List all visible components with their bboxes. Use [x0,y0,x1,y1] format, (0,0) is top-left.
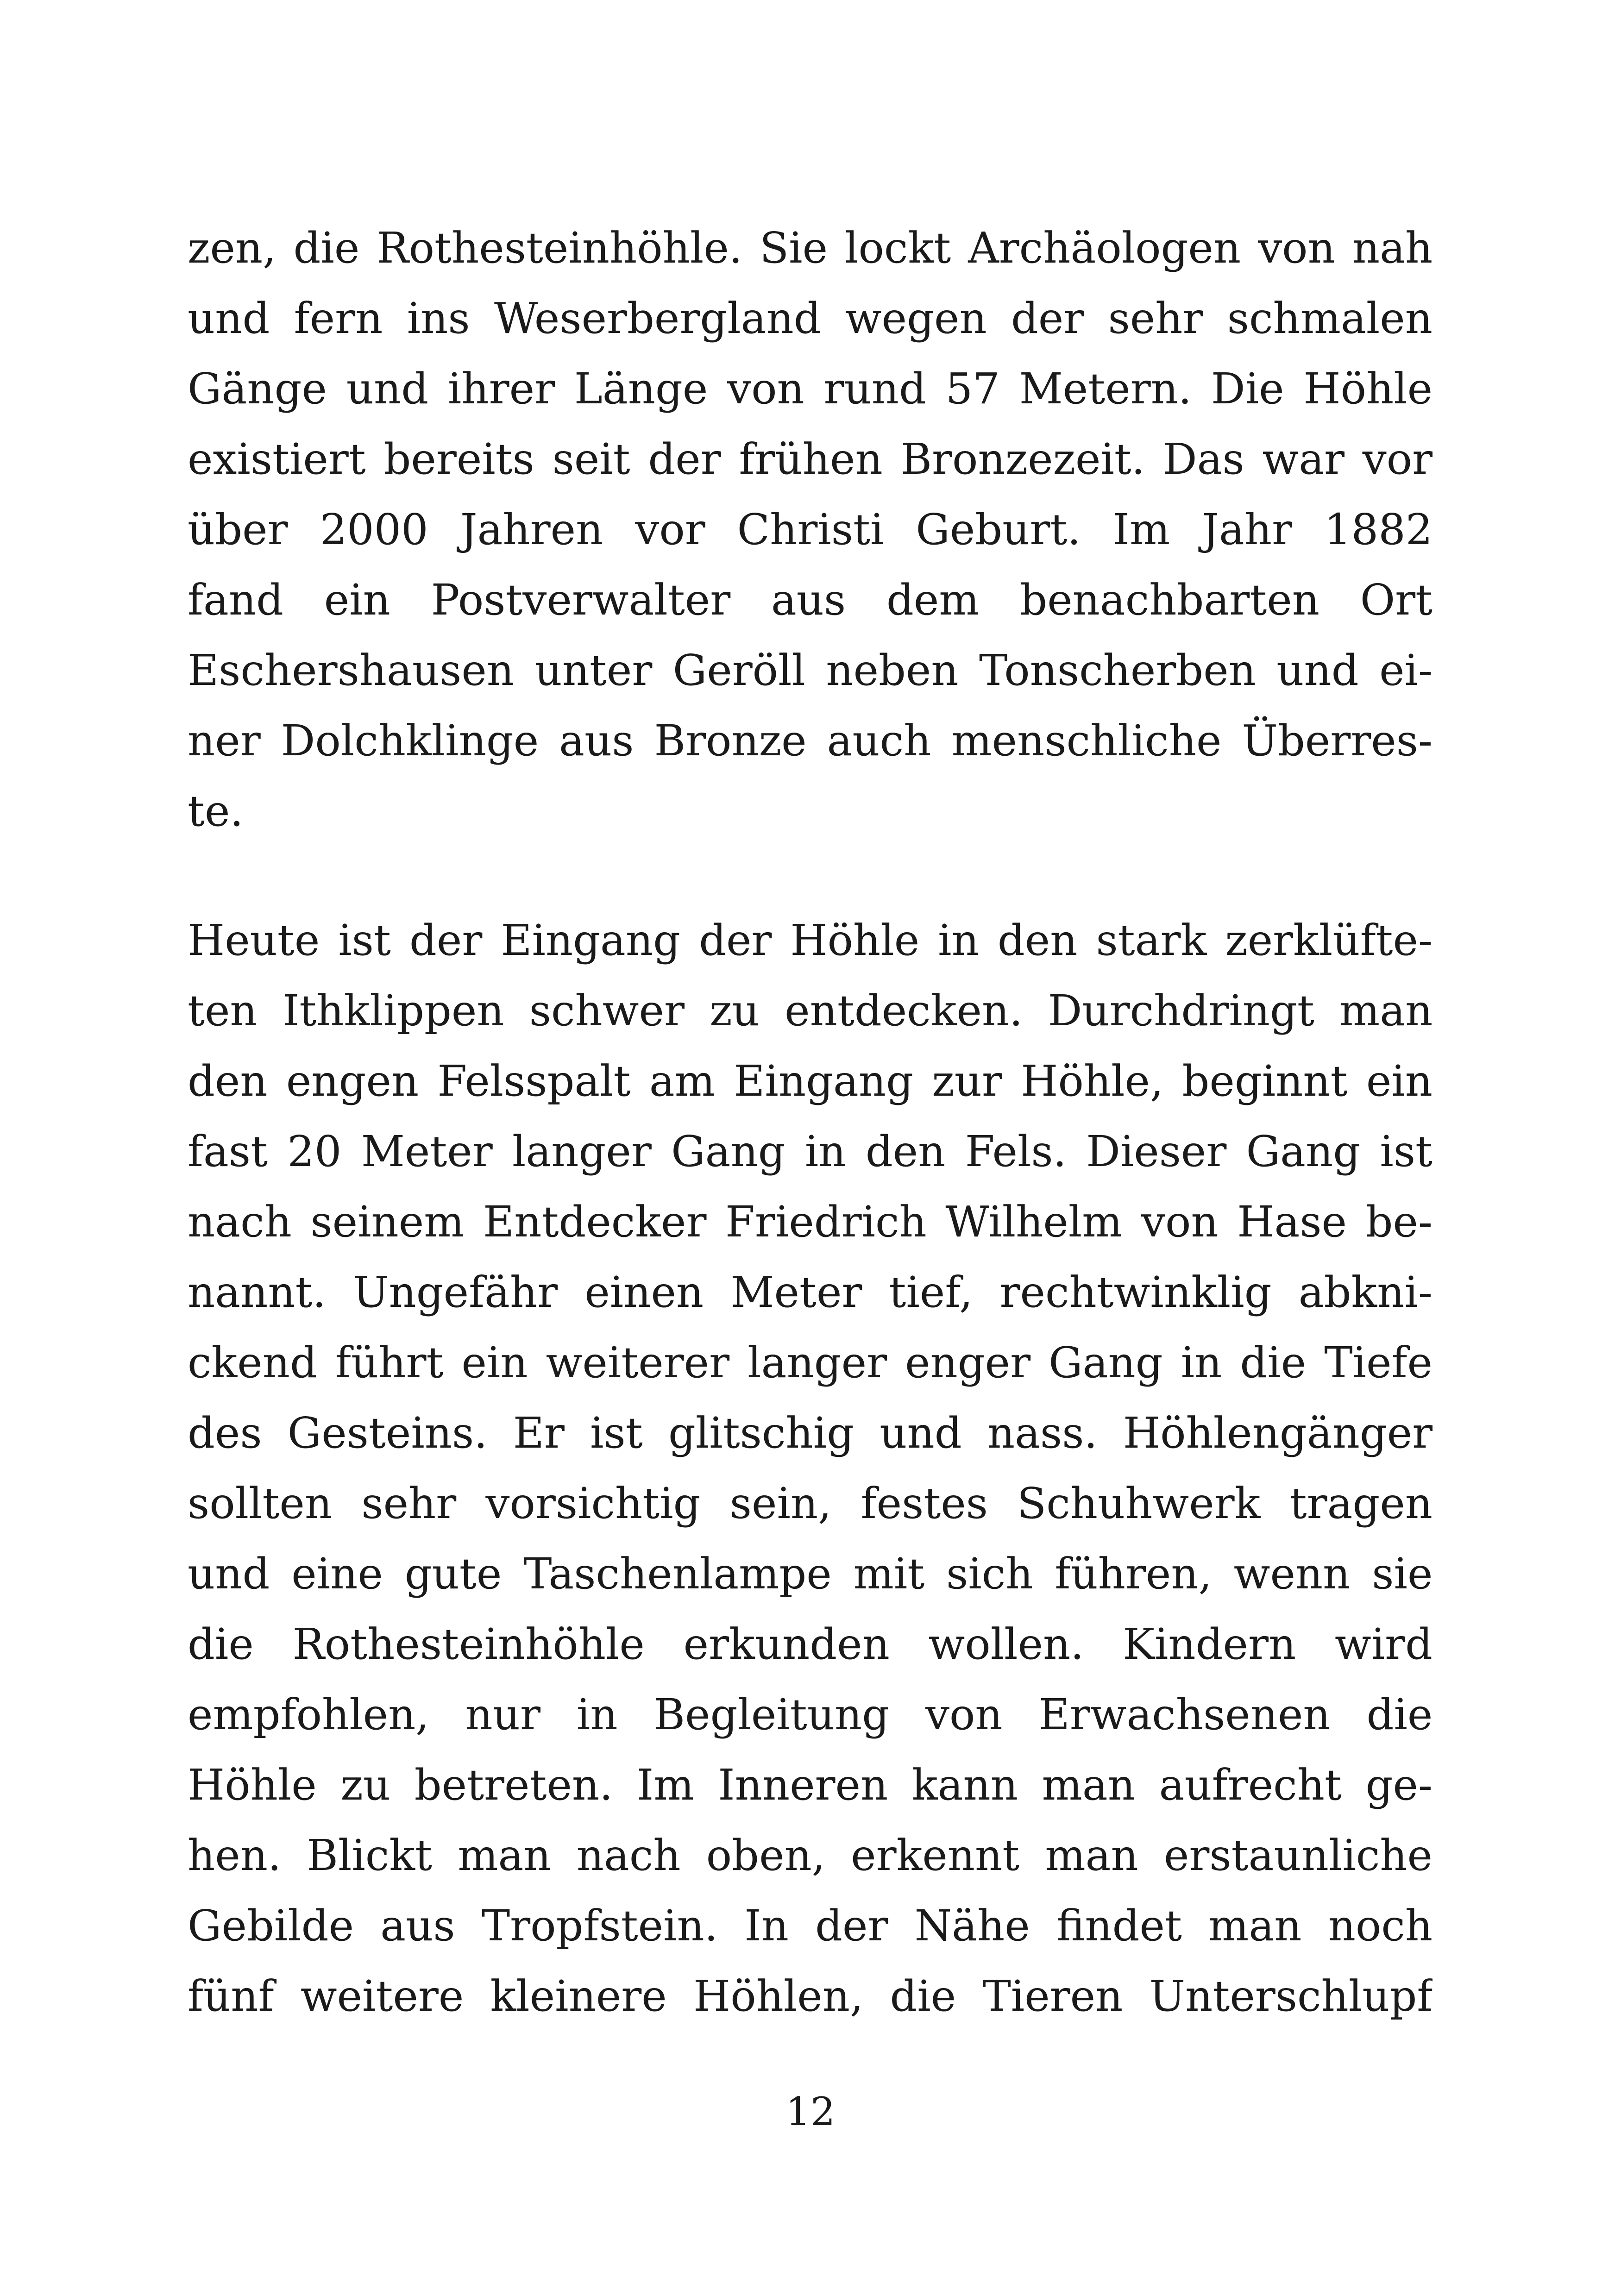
text-line: ner Dolchklinge aus Bronze auch menschliche Überres- [188,716,1433,765]
text-line: nannt. Ungefähr einen Meter tief, rechtwinklig abkni- [188,1267,1433,1317]
text-line: empfohlen, nur in Begleitung von Erwachsenen die [188,1690,1433,1739]
text-line: hen. Blickt man nach oben, erkennt man erstaunliche [188,1831,1433,1880]
text-line: über 2000 Jahren vor Christi Geburt. Im Jahr 1882 [188,505,1433,554]
paragraph-2 [188,905,1433,2032]
text-line: nach seinem Entdecker Friedrich Wilhelm von Hase be- [188,1197,1433,1247]
text-line: zen, die Rothesteinhöhle. Sie lockt Archäologen von nah [188,223,1433,273]
text-line: ckend führt ein weiterer langer enger Gang in die Tiefe [188,1338,1433,1387]
text-line: die Rothesteinhöhle erkunden wollen. Kindern wird [188,1619,1433,1669]
text-line: den engen Felsspalt am Eingang zur Höhle, beginnt ein [188,1056,1433,1106]
text-line: und eine gute Taschenlampe mit sich führen, wenn sie [188,1549,1433,1599]
text-line: fand ein Postverwalter aus dem benachbarten Ort [188,575,1433,625]
text-line: fast 20 Meter langer Gang in den Fels. Dieser Gang ist [188,1127,1433,1176]
text-line: Eschershausen unter Geröll neben Tonscherben und ei- [188,646,1433,695]
text-line: ten Ithklippen schwer zu entdecken. Durchdringt man [188,986,1433,1035]
page-number: 12 [785,2089,836,2134]
text-line: des Gesteins. Er ist glitschig und nass. Höhlengänger [188,1408,1433,1458]
text-line: Gänge und ihrer Länge von rund 57 Metern. Die Höhle [188,364,1433,414]
text-line: Gebilde aus Tropfstein. In der Nähe findet man noch [188,1901,1433,1951]
text-line: te. [188,786,244,836]
text-line: und fern ins Weserbergland wegen der sehr schmalen [188,294,1433,343]
text-line: Heute ist der Eingang der Höhle in den stark zerklüfte- [188,916,1433,965]
text-line: fünf weitere kleinere Höhlen, die Tieren Unterschlupf [188,1971,1433,2021]
text-line: sollten sehr vorsichtig sein, festes Schuhwerk tragen [188,1479,1433,1528]
text-line: existiert bereits seit der frühen Bronzezeit. Das war vor [188,434,1433,484]
paragraph-1 [188,213,1433,847]
text-line: Höhle zu betreten. Im Inneren kann man aufrecht ge- [188,1760,1433,1810]
